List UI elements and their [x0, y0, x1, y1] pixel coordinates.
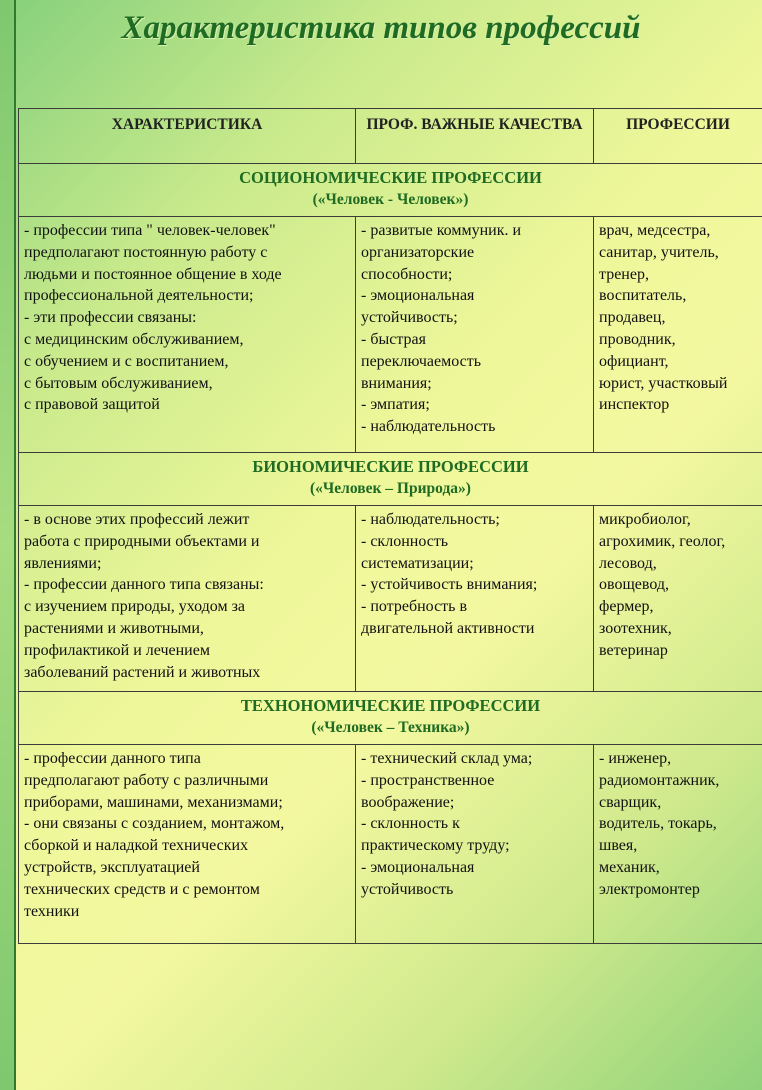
cell-line: профилактикой и лечением: [24, 641, 210, 659]
cell-line: - они связаны с созданием, монтажом,: [24, 815, 285, 833]
characteristic-cell: [19, 506, 356, 692]
cell-line: - устойчивость внимания;: [361, 576, 538, 594]
cell-line: профессиональной деятельности;: [24, 287, 254, 305]
cell-line: воспитатель,: [599, 287, 687, 305]
cell-line: лесовод,: [599, 554, 657, 572]
section-technonomic: [19, 692, 762, 745]
cell-line: растениями и животными,: [24, 619, 204, 637]
cell-line: с медицинским обслуживанием,: [24, 330, 244, 348]
cell-line: организаторские: [361, 243, 475, 261]
cell-line: врач, медсестра,: [599, 222, 711, 239]
left-border-line: [14, 0, 16, 1090]
cell-line: устойчивость: [361, 880, 454, 898]
cell-line: швея,: [599, 837, 638, 855]
section-header-row: [19, 692, 762, 745]
cell-line: с правовой защитой: [24, 396, 160, 414]
table-row: [19, 217, 762, 453]
cell-line: микробиолог,: [599, 511, 691, 528]
cell-line: - развитые коммуник. и: [361, 222, 522, 239]
cell-line: санитар, учитель,: [599, 243, 719, 261]
cell-line: - склонность: [361, 532, 449, 550]
cell-line: овощевод,: [599, 576, 669, 594]
header-professions: ПРОФЕССИИ: [594, 109, 762, 164]
professions-cell: [594, 506, 762, 692]
cell-line: с бытовым обслуживанием,: [24, 374, 213, 392]
qualities-cell: [356, 506, 594, 692]
professions-cell: [594, 745, 762, 944]
cell-line: тренер,: [599, 265, 649, 283]
cell-line: - в основе этих профессий лежит: [24, 511, 250, 528]
cell-line: механик,: [599, 858, 660, 876]
qualities-cell: [356, 217, 594, 453]
cell-line: инспектор: [599, 396, 670, 414]
cell-line: - технический склад ума;: [361, 750, 533, 767]
cell-line: проводник,: [599, 330, 676, 348]
section-header-row: [19, 164, 762, 217]
cell-line: предполагают работу с различными: [24, 771, 269, 789]
cell-line: водитель, токарь,: [599, 815, 717, 833]
section-title: ТЕХНОНОМИЧЕСКИЕ ПРОФЕССИИ: [240, 696, 541, 715]
header-characteristic: ХАРАКТЕРИСТИКА: [19, 109, 356, 164]
cell-line: ветеринар: [599, 641, 668, 659]
cell-line: - эмоциональная: [361, 858, 475, 876]
cell-line: - эмпатия;: [361, 396, 430, 414]
cell-line: устойчивость;: [361, 309, 458, 327]
cell-line: - наблюдательность;: [361, 511, 500, 528]
cell-line: - склонность к: [361, 815, 460, 833]
page-title: Характеристика типов профессий: [121, 10, 641, 46]
cell-line: с обучением и с воспитанием,: [24, 352, 229, 370]
cell-line: - потребность в: [361, 598, 468, 616]
cell-line: зоотехник,: [599, 619, 672, 637]
cell-line: людьми и постоянное общение в ходе: [24, 265, 282, 283]
section-socionomic: [19, 164, 762, 217]
cell-line: - пространственное: [361, 771, 495, 789]
cell-line: - профессии данного типа связаны:: [24, 576, 264, 594]
cell-line: технических средств и с ремонтом: [24, 880, 260, 898]
cell-line: способности;: [361, 265, 453, 283]
characteristic-cell: [19, 745, 356, 944]
cell-line: двигательной активности: [361, 619, 535, 637]
cell-line: - профессии типа " человек-человек": [24, 222, 276, 239]
table-row: [19, 745, 762, 944]
cell-line: радиомонтажник,: [599, 771, 720, 789]
section-subtitle: («Человек – Техника»): [311, 719, 470, 736]
section-title: СОЦИОНОМИЧЕСКИЕ ПРОФЕССИИ: [239, 168, 542, 187]
left-decorative-bar: [0, 0, 14, 1090]
cell-line: работа с природными объектами и: [24, 532, 260, 550]
cell-line: - инженер,: [599, 750, 672, 767]
section-header-row: [19, 453, 762, 506]
cell-line: переключаемость: [361, 352, 482, 370]
characteristic-cell: [19, 217, 356, 453]
section-title: БИОНОМИЧЕСКИЕ ПРОФЕССИИ: [252, 457, 529, 476]
section-bionomic: [19, 453, 762, 506]
cell-line: сварщик,: [599, 793, 662, 811]
cell-line: официант,: [599, 352, 669, 370]
cell-line: - эти профессии связаны:: [24, 309, 197, 327]
cell-line: внимания;: [361, 374, 432, 392]
cell-line: явлениями;: [24, 554, 102, 572]
cell-line: юрист, участковый: [599, 374, 728, 392]
cell-line: - быстрая: [361, 330, 426, 348]
cell-line: приборами, машинами, механизмами;: [24, 793, 283, 811]
cell-line: практическому труду;: [361, 837, 510, 855]
header-qualities: ПРОФ. ВАЖНЫЕ КАЧЕСТВА: [356, 109, 594, 164]
cell-line: воображение;: [361, 793, 455, 811]
professions-cell: [594, 217, 762, 453]
table-row: [19, 506, 762, 692]
cell-line: техники: [24, 902, 80, 920]
cell-line: фермер,: [599, 598, 654, 616]
professions-table: [18, 108, 762, 944]
cell-line: сборкой и наладкой технических: [24, 837, 249, 855]
cell-line: устройств, эксплуатацией: [24, 858, 200, 876]
qualities-cell: [356, 745, 594, 944]
cell-line: заболеваний растений и животных: [24, 663, 261, 681]
cell-line: - профессии данного типа: [24, 750, 201, 767]
cell-line: электромонтер: [599, 880, 700, 898]
cell-line: с изучением природы, уходом за: [24, 598, 246, 616]
cell-line: - эмоциональная: [361, 287, 475, 305]
section-subtitle: («Человек - Человек»): [312, 191, 469, 208]
cell-line: агрохимик, геолог,: [599, 532, 726, 550]
cell-line: - наблюдательность: [361, 418, 496, 436]
cell-line: предполагают постоянную работу с: [24, 243, 268, 261]
table-header-row: [19, 109, 762, 164]
cell-line: продавец,: [599, 309, 666, 327]
section-subtitle: («Человек – Природа»): [310, 480, 471, 497]
cell-line: систематизации;: [361, 554, 474, 572]
